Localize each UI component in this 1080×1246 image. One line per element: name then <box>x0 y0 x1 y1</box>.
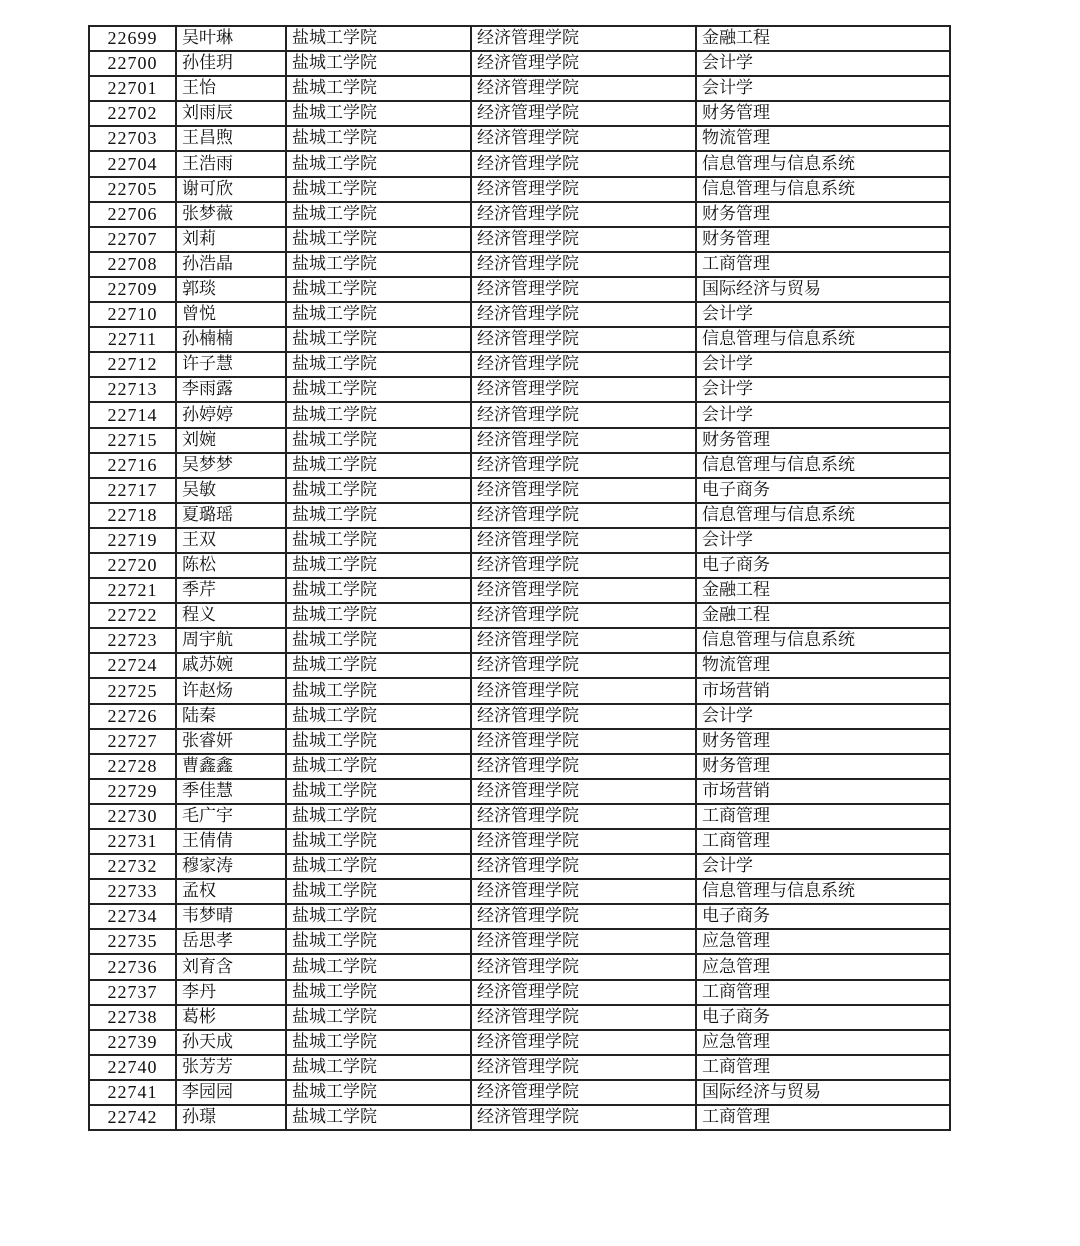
table-row <box>89 26 950 51</box>
major-cell: 会计学 <box>696 854 950 879</box>
university-cell: 盐城工学院 <box>286 126 471 151</box>
college-cell: 经济管理学院 <box>471 1005 696 1030</box>
college-cell: 经济管理学院 <box>471 227 696 252</box>
row-number-cell: 22713 <box>89 377 176 402</box>
table-row <box>89 528 950 553</box>
college-cell: 经济管理学院 <box>471 277 696 302</box>
student-name-cell: 王浩雨 <box>176 151 286 176</box>
student-name-cell: 程义 <box>176 603 286 628</box>
table-row <box>89 653 950 678</box>
major-cell: 电子商务 <box>696 553 950 578</box>
table-row <box>89 729 950 754</box>
college-cell: 经济管理学院 <box>471 478 696 503</box>
student-name-cell: 孙婷婷 <box>176 402 286 427</box>
university-cell: 盐城工学院 <box>286 453 471 478</box>
university-cell: 盐城工学院 <box>286 678 471 703</box>
table-row <box>89 151 950 176</box>
student-name-cell: 李雨露 <box>176 377 286 402</box>
student-name-cell: 季佳慧 <box>176 779 286 804</box>
table-row <box>89 252 950 277</box>
university-cell: 盐城工学院 <box>286 628 471 653</box>
student-name-cell: 毛广宇 <box>176 804 286 829</box>
row-number-cell: 22706 <box>89 202 176 227</box>
row-number-cell: 22736 <box>89 954 176 979</box>
table-row <box>89 177 950 202</box>
college-cell: 经济管理学院 <box>471 327 696 352</box>
student-name-cell: 谢可欣 <box>176 177 286 202</box>
college-cell: 经济管理学院 <box>471 1080 696 1105</box>
student-name-cell: 许赵炀 <box>176 678 286 703</box>
table-row <box>89 929 950 954</box>
row-number-cell: 22723 <box>89 628 176 653</box>
student-list-table <box>88 25 951 1131</box>
college-cell: 经济管理学院 <box>471 101 696 126</box>
student-name-cell: 季芹 <box>176 578 286 603</box>
major-cell: 电子商务 <box>696 904 950 929</box>
table-row <box>89 829 950 854</box>
table-row <box>89 402 950 427</box>
table-row <box>89 126 950 151</box>
row-number-cell: 22700 <box>89 51 176 76</box>
table-row <box>89 1055 950 1080</box>
college-cell: 经济管理学院 <box>471 202 696 227</box>
student-name-cell: 孙佳玥 <box>176 51 286 76</box>
student-name-cell: 孙楠楠 <box>176 327 286 352</box>
table-row <box>89 553 950 578</box>
row-number-cell: 22731 <box>89 829 176 854</box>
major-cell: 信息管理与信息系统 <box>696 151 950 176</box>
row-number-cell: 22714 <box>89 402 176 427</box>
table-row <box>89 478 950 503</box>
table-row <box>89 302 950 327</box>
college-cell: 经济管理学院 <box>471 980 696 1005</box>
row-number-cell: 22708 <box>89 252 176 277</box>
college-cell: 经济管理学院 <box>471 302 696 327</box>
major-cell: 市场营销 <box>696 779 950 804</box>
student-name-cell: 韦梦晴 <box>176 904 286 929</box>
row-number-cell: 22710 <box>89 302 176 327</box>
university-cell: 盐城工学院 <box>286 1105 471 1130</box>
student-name-cell: 刘莉 <box>176 227 286 252</box>
table-row <box>89 1105 950 1130</box>
college-cell: 经济管理学院 <box>471 453 696 478</box>
student-name-cell: 刘雨辰 <box>176 101 286 126</box>
college-cell: 经济管理学院 <box>471 377 696 402</box>
major-cell: 工商管理 <box>696 1055 950 1080</box>
university-cell: 盐城工学院 <box>286 277 471 302</box>
student-name-cell: 王倩倩 <box>176 829 286 854</box>
university-cell: 盐城工学院 <box>286 1005 471 1030</box>
student-name-cell: 许子慧 <box>176 352 286 377</box>
major-cell: 应急管理 <box>696 954 950 979</box>
student-name-cell: 张芳芳 <box>176 1055 286 1080</box>
college-cell: 经济管理学院 <box>471 126 696 151</box>
major-cell: 财务管理 <box>696 101 950 126</box>
student-name-cell: 王昌煦 <box>176 126 286 151</box>
row-number-cell: 22702 <box>89 101 176 126</box>
major-cell: 会计学 <box>696 704 950 729</box>
row-number-cell: 22727 <box>89 729 176 754</box>
table-row <box>89 754 950 779</box>
university-cell: 盐城工学院 <box>286 327 471 352</box>
college-cell: 经济管理学院 <box>471 528 696 553</box>
table-row <box>89 779 950 804</box>
university-cell: 盐城工学院 <box>286 101 471 126</box>
row-number-cell: 22715 <box>89 428 176 453</box>
college-cell: 经济管理学院 <box>471 428 696 453</box>
major-cell: 信息管理与信息系统 <box>696 327 950 352</box>
major-cell: 市场营销 <box>696 678 950 703</box>
university-cell: 盐城工学院 <box>286 929 471 954</box>
row-number-cell: 22709 <box>89 277 176 302</box>
table-row <box>89 428 950 453</box>
row-number-cell: 22699 <box>89 26 176 51</box>
university-cell: 盐城工学院 <box>286 729 471 754</box>
major-cell: 财务管理 <box>696 754 950 779</box>
college-cell: 经济管理学院 <box>471 904 696 929</box>
student-name-cell: 岳思孝 <box>176 929 286 954</box>
major-cell: 信息管理与信息系统 <box>696 879 950 904</box>
university-cell: 盐城工学院 <box>286 904 471 929</box>
major-cell: 工商管理 <box>696 804 950 829</box>
university-cell: 盐城工学院 <box>286 1030 471 1055</box>
student-name-cell: 刘育含 <box>176 954 286 979</box>
row-number-cell: 22717 <box>89 478 176 503</box>
row-number-cell: 22703 <box>89 126 176 151</box>
college-cell: 经济管理学院 <box>471 252 696 277</box>
university-cell: 盐城工学院 <box>286 428 471 453</box>
major-cell: 金融工程 <box>696 26 950 51</box>
college-cell: 经济管理学院 <box>471 804 696 829</box>
student-name-cell: 张梦薇 <box>176 202 286 227</box>
student-name-cell: 吴梦梦 <box>176 453 286 478</box>
major-cell: 财务管理 <box>696 729 950 754</box>
major-cell: 会计学 <box>696 528 950 553</box>
row-number-cell: 22725 <box>89 678 176 703</box>
college-cell: 经济管理学院 <box>471 26 696 51</box>
university-cell: 盐城工学院 <box>286 980 471 1005</box>
major-cell: 工商管理 <box>696 980 950 1005</box>
major-cell: 会计学 <box>696 377 950 402</box>
major-cell: 财务管理 <box>696 428 950 453</box>
table-row <box>89 101 950 126</box>
college-cell: 经济管理学院 <box>471 402 696 427</box>
table-row <box>89 1080 950 1105</box>
university-cell: 盐城工学院 <box>286 879 471 904</box>
row-number-cell: 22735 <box>89 929 176 954</box>
major-cell: 信息管理与信息系统 <box>696 177 950 202</box>
student-name-cell: 李丹 <box>176 980 286 1005</box>
college-cell: 经济管理学院 <box>471 704 696 729</box>
university-cell: 盐城工学院 <box>286 779 471 804</box>
college-cell: 经济管理学院 <box>471 729 696 754</box>
major-cell: 电子商务 <box>696 1005 950 1030</box>
student-name-cell: 孙璟 <box>176 1105 286 1130</box>
university-cell: 盐城工学院 <box>286 76 471 101</box>
college-cell: 经济管理学院 <box>471 553 696 578</box>
table-row <box>89 352 950 377</box>
university-cell: 盐城工学院 <box>286 478 471 503</box>
university-cell: 盐城工学院 <box>286 829 471 854</box>
table-row <box>89 854 950 879</box>
university-cell: 盐城工学院 <box>286 51 471 76</box>
college-cell: 经济管理学院 <box>471 503 696 528</box>
college-cell: 经济管理学院 <box>471 151 696 176</box>
university-cell: 盐城工学院 <box>286 954 471 979</box>
college-cell: 经济管理学院 <box>471 754 696 779</box>
row-number-cell: 22737 <box>89 980 176 1005</box>
row-number-cell: 22739 <box>89 1030 176 1055</box>
major-cell: 金融工程 <box>696 603 950 628</box>
major-cell: 物流管理 <box>696 126 950 151</box>
student-name-cell: 夏璐瑶 <box>176 503 286 528</box>
college-cell: 经济管理学院 <box>471 854 696 879</box>
university-cell: 盐城工学院 <box>286 653 471 678</box>
university-cell: 盐城工学院 <box>286 754 471 779</box>
major-cell: 工商管理 <box>696 252 950 277</box>
student-name-cell: 张睿妍 <box>176 729 286 754</box>
major-cell: 财务管理 <box>696 227 950 252</box>
row-number-cell: 22704 <box>89 151 176 176</box>
college-cell: 经济管理学院 <box>471 76 696 101</box>
major-cell: 电子商务 <box>696 478 950 503</box>
student-name-cell: 郭琰 <box>176 277 286 302</box>
table-row <box>89 603 950 628</box>
row-number-cell: 22733 <box>89 879 176 904</box>
college-cell: 经济管理学院 <box>471 352 696 377</box>
university-cell: 盐城工学院 <box>286 553 471 578</box>
student-name-cell: 王怡 <box>176 76 286 101</box>
major-cell: 物流管理 <box>696 653 950 678</box>
university-cell: 盐城工学院 <box>286 177 471 202</box>
college-cell: 经济管理学院 <box>471 603 696 628</box>
table-row <box>89 503 950 528</box>
university-cell: 盐城工学院 <box>286 1080 471 1105</box>
university-cell: 盐城工学院 <box>286 854 471 879</box>
college-cell: 经济管理学院 <box>471 1055 696 1080</box>
major-cell: 金融工程 <box>696 578 950 603</box>
student-name-cell: 陈松 <box>176 553 286 578</box>
student-name-cell: 穆家涛 <box>176 854 286 879</box>
student-name-cell: 周宇航 <box>176 628 286 653</box>
row-number-cell: 22722 <box>89 603 176 628</box>
row-number-cell: 22716 <box>89 453 176 478</box>
table-row <box>89 904 950 929</box>
row-number-cell: 22707 <box>89 227 176 252</box>
college-cell: 经济管理学院 <box>471 177 696 202</box>
row-number-cell: 22740 <box>89 1055 176 1080</box>
table-row <box>89 1030 950 1055</box>
table-row <box>89 628 950 653</box>
row-number-cell: 22720 <box>89 553 176 578</box>
major-cell: 应急管理 <box>696 929 950 954</box>
table-row <box>89 980 950 1005</box>
table-row <box>89 76 950 101</box>
row-number-cell: 22701 <box>89 76 176 101</box>
table-row <box>89 678 950 703</box>
student-name-cell: 孟权 <box>176 879 286 904</box>
university-cell: 盐城工学院 <box>286 402 471 427</box>
student-name-cell: 刘婉 <box>176 428 286 453</box>
student-name-cell: 葛彬 <box>176 1005 286 1030</box>
student-name-cell: 吴叶琳 <box>176 26 286 51</box>
table-row <box>89 453 950 478</box>
row-number-cell: 22712 <box>89 352 176 377</box>
row-number-cell: 22719 <box>89 528 176 553</box>
student-name-cell: 李园园 <box>176 1080 286 1105</box>
college-cell: 经济管理学院 <box>471 578 696 603</box>
row-number-cell: 22728 <box>89 754 176 779</box>
student-name-cell: 王双 <box>176 528 286 553</box>
college-cell: 经济管理学院 <box>471 954 696 979</box>
major-cell: 会计学 <box>696 302 950 327</box>
row-number-cell: 22738 <box>89 1005 176 1030</box>
major-cell: 工商管理 <box>696 829 950 854</box>
university-cell: 盐城工学院 <box>286 252 471 277</box>
row-number-cell: 22718 <box>89 503 176 528</box>
student-name-cell: 曾悦 <box>176 302 286 327</box>
row-number-cell: 22721 <box>89 578 176 603</box>
college-cell: 经济管理学院 <box>471 879 696 904</box>
college-cell: 经济管理学院 <box>471 1030 696 1055</box>
major-cell: 信息管理与信息系统 <box>696 628 950 653</box>
table-row <box>89 1005 950 1030</box>
table-row <box>89 879 950 904</box>
college-cell: 经济管理学院 <box>471 653 696 678</box>
row-number-cell: 22742 <box>89 1105 176 1130</box>
table-row <box>89 954 950 979</box>
table-row <box>89 327 950 352</box>
college-cell: 经济管理学院 <box>471 678 696 703</box>
row-number-cell: 22711 <box>89 327 176 352</box>
student-name-cell: 孙天成 <box>176 1030 286 1055</box>
university-cell: 盐城工学院 <box>286 804 471 829</box>
table-row <box>89 227 950 252</box>
row-number-cell: 22734 <box>89 904 176 929</box>
university-cell: 盐城工学院 <box>286 578 471 603</box>
university-cell: 盐城工学院 <box>286 603 471 628</box>
row-number-cell: 22732 <box>89 854 176 879</box>
table-row <box>89 578 950 603</box>
student-name-cell: 曹鑫鑫 <box>176 754 286 779</box>
table-row <box>89 202 950 227</box>
table-row <box>89 277 950 302</box>
table-row <box>89 51 950 76</box>
major-cell: 工商管理 <box>696 1105 950 1130</box>
university-cell: 盐城工学院 <box>286 503 471 528</box>
major-cell: 国际经济与贸易 <box>696 277 950 302</box>
college-cell: 经济管理学院 <box>471 628 696 653</box>
row-number-cell: 22724 <box>89 653 176 678</box>
major-cell: 会计学 <box>696 51 950 76</box>
university-cell: 盐城工学院 <box>286 151 471 176</box>
college-cell: 经济管理学院 <box>471 829 696 854</box>
university-cell: 盐城工学院 <box>286 1055 471 1080</box>
major-cell: 信息管理与信息系统 <box>696 453 950 478</box>
major-cell: 财务管理 <box>696 202 950 227</box>
major-cell: 信息管理与信息系统 <box>696 503 950 528</box>
university-cell: 盐城工学院 <box>286 352 471 377</box>
major-cell: 会计学 <box>696 352 950 377</box>
university-cell: 盐城工学院 <box>286 302 471 327</box>
student-name-cell: 戚苏婉 <box>176 653 286 678</box>
table-row <box>89 704 950 729</box>
college-cell: 经济管理学院 <box>471 51 696 76</box>
table-body <box>89 26 950 1130</box>
table-row <box>89 804 950 829</box>
university-cell: 盐城工学院 <box>286 26 471 51</box>
student-name-cell: 孙浩晶 <box>176 252 286 277</box>
college-cell: 经济管理学院 <box>471 779 696 804</box>
row-number-cell: 22741 <box>89 1080 176 1105</box>
row-number-cell: 22729 <box>89 779 176 804</box>
major-cell: 应急管理 <box>696 1030 950 1055</box>
row-number-cell: 22730 <box>89 804 176 829</box>
university-cell: 盐城工学院 <box>286 227 471 252</box>
major-cell: 会计学 <box>696 402 950 427</box>
row-number-cell: 22705 <box>89 177 176 202</box>
student-name-cell: 吴敏 <box>176 478 286 503</box>
college-cell: 经济管理学院 <box>471 1105 696 1130</box>
student-name-cell: 陆秦 <box>176 704 286 729</box>
row-number-cell: 22726 <box>89 704 176 729</box>
university-cell: 盐城工学院 <box>286 528 471 553</box>
major-cell: 国际经济与贸易 <box>696 1080 950 1105</box>
university-cell: 盐城工学院 <box>286 704 471 729</box>
university-cell: 盐城工学院 <box>286 202 471 227</box>
table-row <box>89 377 950 402</box>
university-cell: 盐城工学院 <box>286 377 471 402</box>
college-cell: 经济管理学院 <box>471 929 696 954</box>
major-cell: 会计学 <box>696 76 950 101</box>
